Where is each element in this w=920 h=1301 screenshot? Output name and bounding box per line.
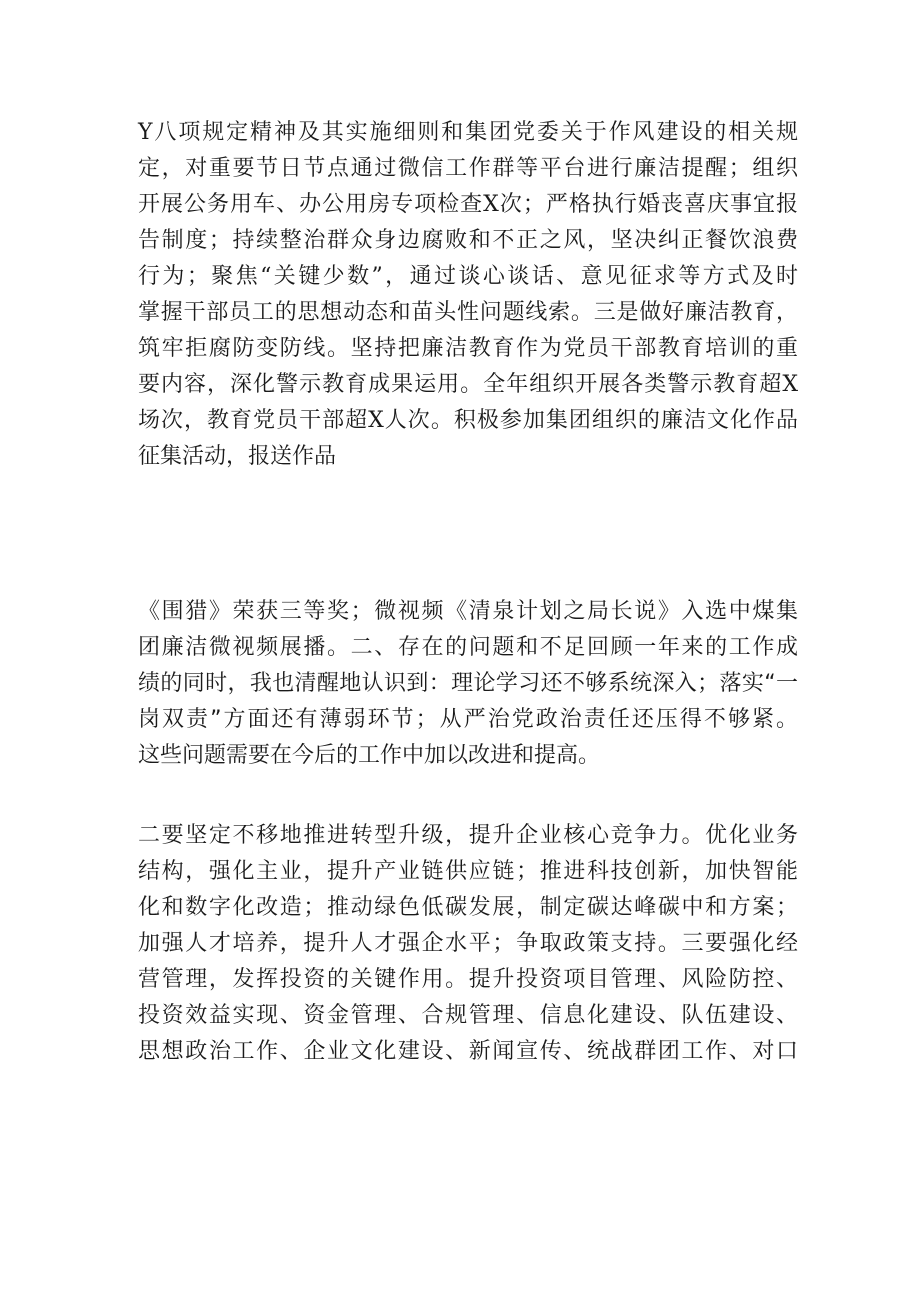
paragraph-1-line: 场次，教育党员干部超X人次。积极参加集团组织的廉洁文化作品 (138, 408, 798, 433)
paragraph-1-line: 行为；聚焦“关键少数”，通过谈心谈话、意见征求等方式及时 (138, 264, 798, 289)
paragraph-1-line: 掌握干部员工的思想动态和苗头性问题线索。三是做好廉洁教育， (138, 300, 798, 325)
paragraph-3-line: 结构，强化主业，提升产业链供应链；推进科技创新，加快智能 (138, 859, 798, 884)
paragraph-3-line: 营管理，发挥投资的关键作用。提升投资项目管理、风险防控、 (138, 967, 798, 992)
paragraph-2-line: 团廉洁微视频展播。二、存在的问题和不足回顾一年来的工作成 (138, 635, 798, 660)
paragraph-3-line: 投资效益实现、资金管理、合规管理、信息化建设、队伍建设、 (138, 1003, 798, 1028)
paragraph-1-line: 告制度；持续整治群众身边腐败和不正之风，坚决纠正餐饮浪费 (138, 228, 798, 253)
paragraph-3-line: 思想政治工作、企业文化建设、新闻宣传、统战群团工作、对口 (138, 1039, 798, 1064)
paragraph-3-line: 加强人才培养，提升人才强企水平；争取政策支持。三要强化经 (138, 931, 798, 956)
paragraph-2-line: 岗双责”方面还有薄弱环节；从严治党政治责任还压得不够紧。 (138, 707, 798, 732)
paragraph-1-line: 定，对重要节日节点通过微信工作群等平台进行廉洁提醒；组织 (138, 156, 798, 181)
paragraph-3-line: 二要坚定不移地推进转型升级，提升企业核心竞争力。优化业务 (138, 823, 798, 848)
paragraph-2-line: 这些问题需要在今后的工作中加以改进和提高。 (138, 743, 601, 768)
paragraph-1-line: 开展公务用车、办公用房专项检查X次；严格执行婚丧喜庆事宜报 (138, 192, 798, 217)
paragraph-3-line: 化和数字化改造；推动绿色低碳发展，制定碳达峰碳中和方案； (138, 895, 798, 920)
paragraph-2-line: 《围猎》荣获三等奖；微视频《清泉计划之局长说》入选中煤集 (138, 599, 798, 624)
paragraph-2 (138, 594, 798, 774)
paragraph-1 (138, 115, 798, 475)
paragraph-3 (138, 818, 798, 1070)
paragraph-1-line: Y八项规定精神及其实施细则和集团党委关于作风建设的相关规 (138, 120, 798, 145)
paragraph-1-line: 筑牢拒腐防变防线。坚持把廉洁教育作为党员干部教育培训的重 (138, 336, 798, 361)
paragraph-1-line: 征集活动，报送作品 (138, 444, 337, 469)
paragraph-2-line: 绩的同时，我也清醒地认识到：理论学习还不够系统深入；落实“一 (138, 671, 798, 696)
paragraph-1-line: 要内容，深化警示教育成果运用。全年组织开展各类警示教育超X (138, 372, 798, 397)
